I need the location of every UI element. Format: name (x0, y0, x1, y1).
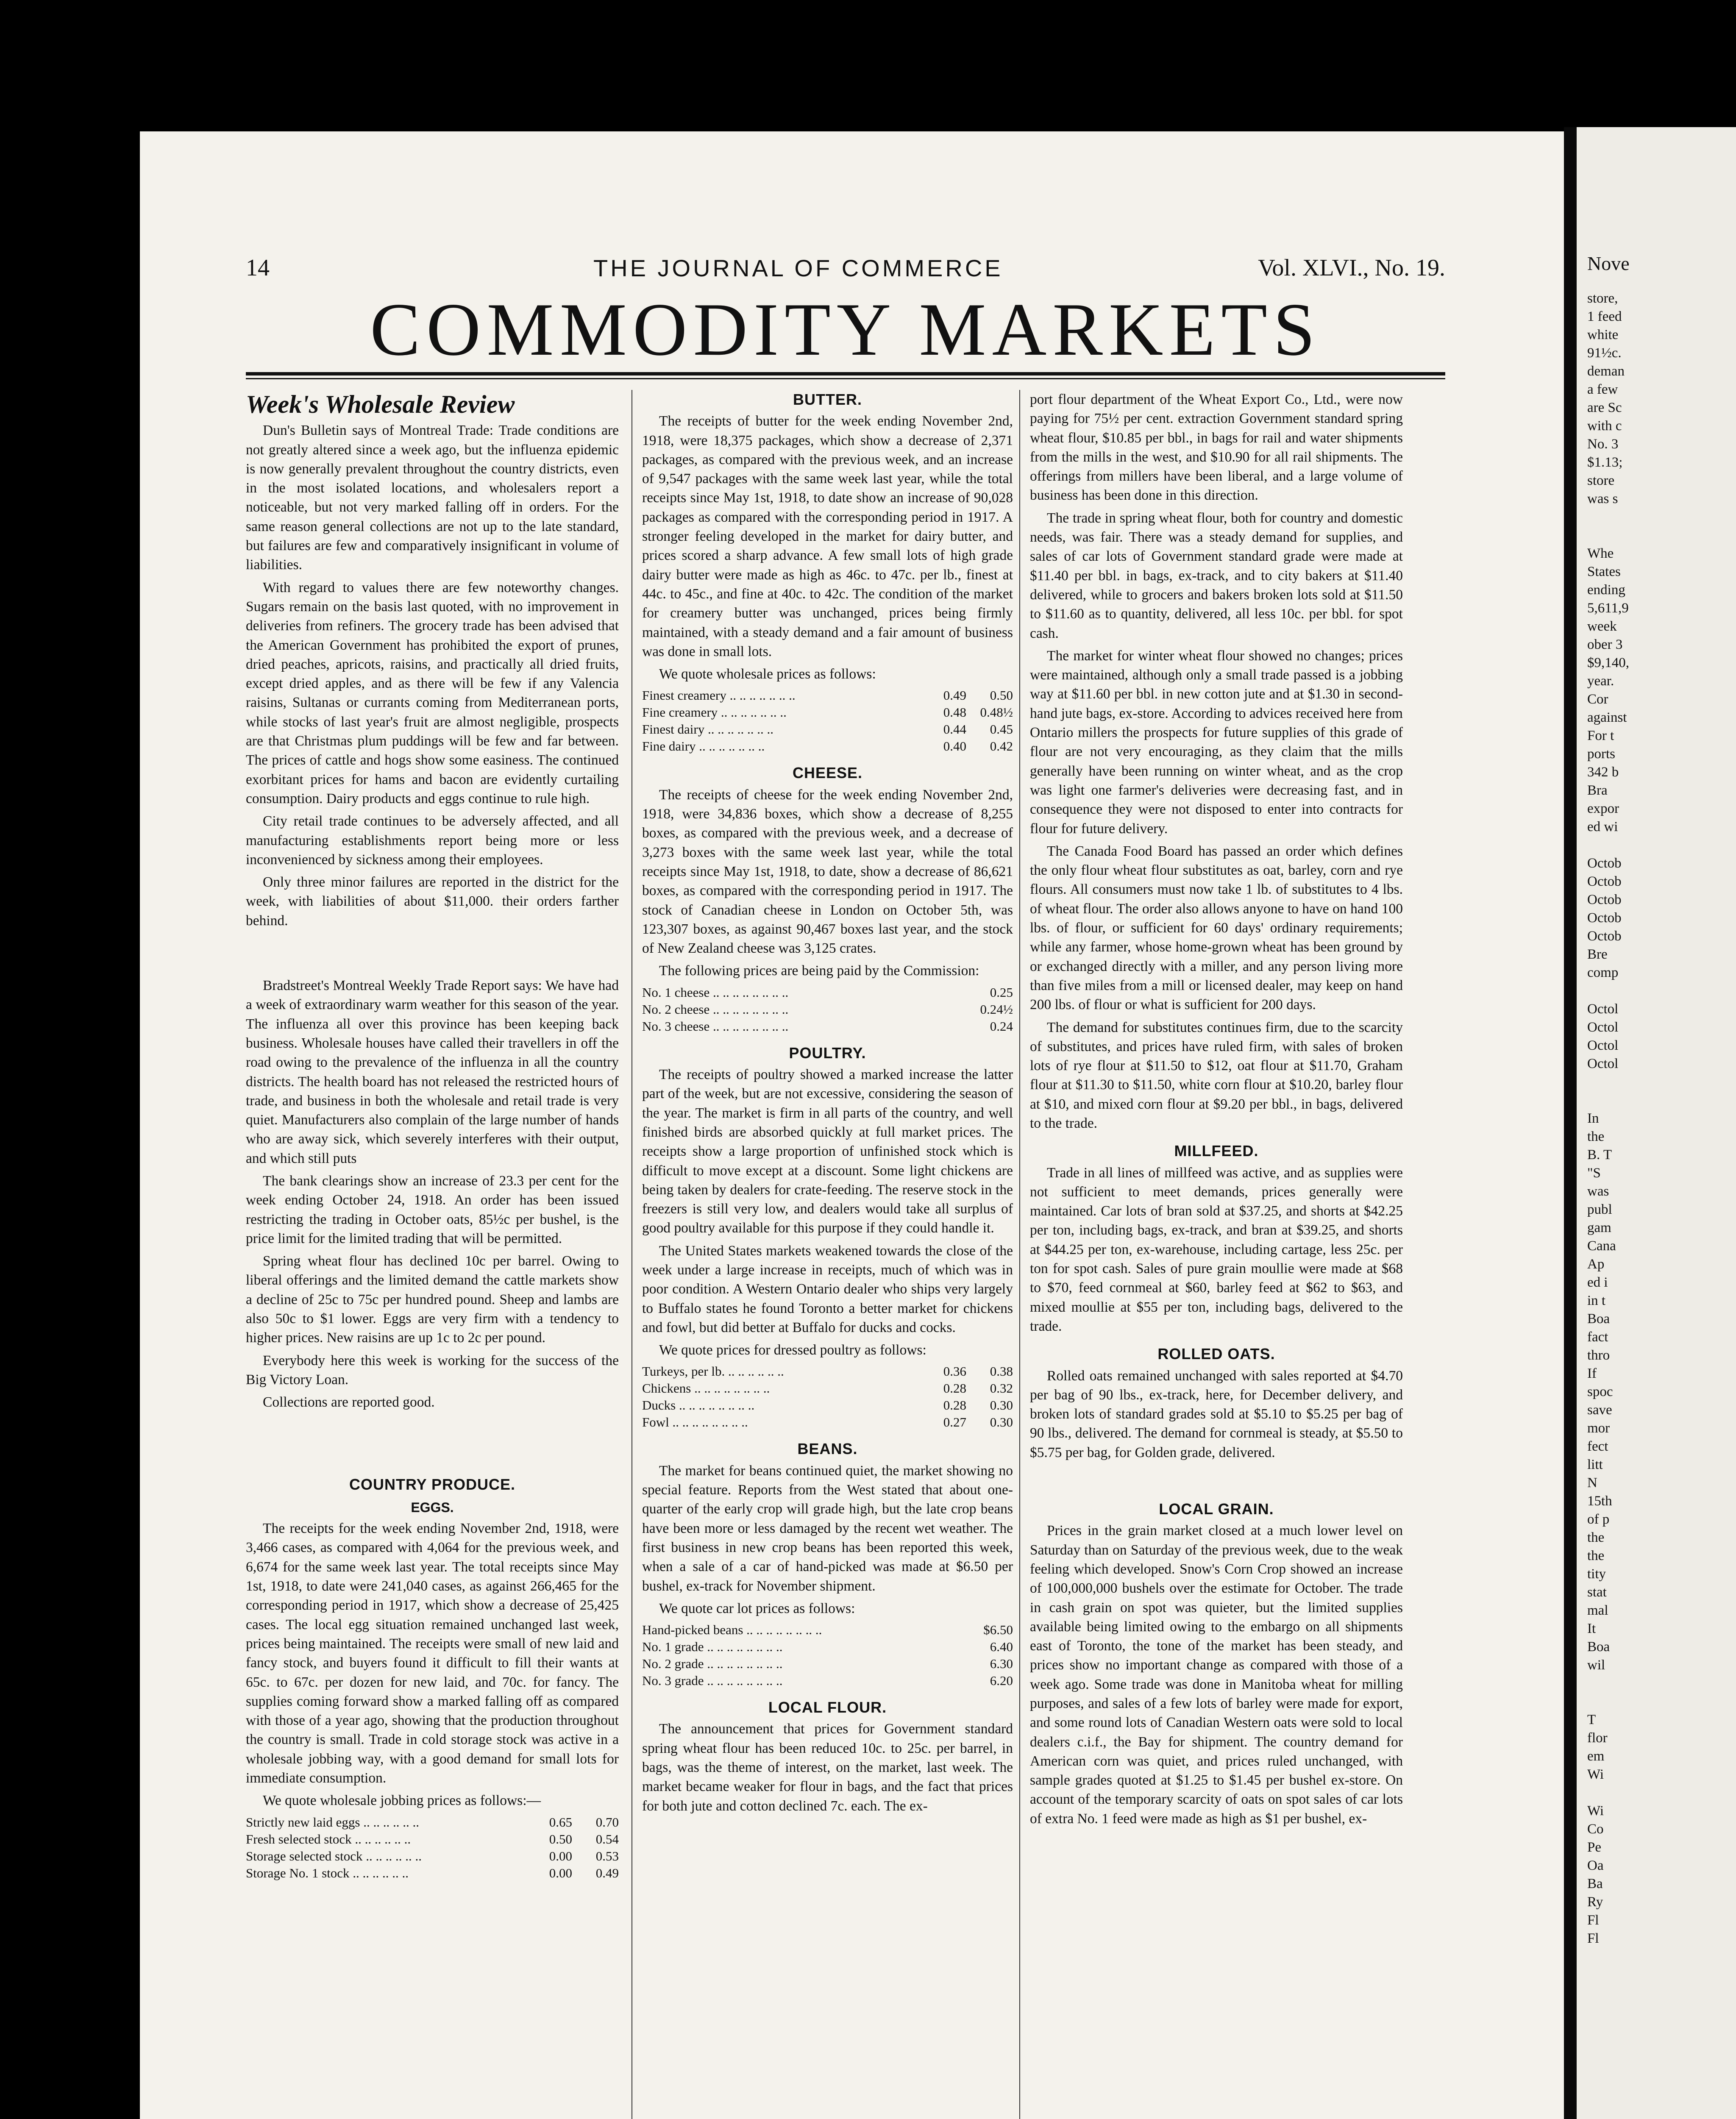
table-row (246, 1831, 619, 1848)
price-cell: 0.48 (943, 705, 966, 720)
text-line (1587, 1674, 1736, 1693)
table-row (642, 687, 1013, 704)
paragraph: The announcement that prices for Government standard spring wheat flour has been reduced 10c. to 25c. per barrel, in bags, was the theme of interest, on the market, last week. The market became weaker for flour in bags, and the fact that prices for both jute and cotton declined 7c. each. The ex- (642, 1721, 1013, 1814)
price-cell: 0.53 (595, 1848, 619, 1863)
text-line: expor (1587, 801, 1619, 816)
table-row (642, 1018, 1013, 1035)
price-cell: 6.40 (990, 1639, 1013, 1655)
table-row (642, 1363, 1013, 1380)
section-heading-local-flour: LOCAL FLOUR. (768, 1699, 887, 1716)
paragraph: Prices in the grain market closed at a much lower level on Saturday than on Saturday of the previous week, due to the weak feeling which developed. Snow's Corn Crop showed an increase of 100,000,000 bushels over the estimate for October. The trade in cash grain on spot was quieter, but the limited supplies available being limited owing to the embargo on all shipments east of Toronto, the tone of the market has been steady, and prices show no important change as compared with those of a week ago. Some trade was done in Manitoba wheat for milling purposes, and sales of a few lots of barley were made for export, and some round lots of Canadian Western oats were sold to local dealers c.i.f., the Bay for shipment. The country demand for American corn was quiet, and prices ruled unchanged, with sample grades quoted at $1.25 to $1.45 per bushel ex-store. On account of the temporary scarcity of oats on spot sales of car lots of extra No. 1 feed were made as high as $1 per bushel, ex- (1030, 1523, 1403, 1827)
paragraph: Bradstreet's Montreal Weekly Trade Report says: We have had a week of extraordinary warm weather for this season of the year. The influenza all over this province has been keeping back business. Wholesale houses have called their travellers in off the road owing to the prevalence of the influenza in all the country districts. The health board has not released the restricted hours of trade, and business in both the wholesale and retail trade is very quiet. Manufacturers also complain of the large number of hands who are away sick, which severely interferes with their output, and which still puts (246, 978, 619, 1166)
text-line: gam (1587, 1220, 1611, 1235)
text-line: 91½c. (1587, 345, 1622, 361)
text-line: $9,140, (1587, 655, 1629, 670)
column-divider (1019, 390, 1020, 2119)
text-line: Whe (1587, 546, 1614, 561)
paragraph: The market for beans continued quiet, the market showing no special feature. Reports from the West stated that about one-quarter of the early crop will grade high, but the late crop beans have been more or less damaged by the recent wet weather. The first business in new crop beans has been reported this week, when a sale of a car of hand-picked was made at $6.50 per bushel, ex-track for November shipment. (642, 1463, 1013, 1594)
text-line: year. (1587, 673, 1614, 689)
text-line: in t (1587, 1293, 1606, 1308)
text-line: Bra (1587, 783, 1608, 798)
paragraph: Trade in all lines of millfeed was active, and as supplies were not sufficient to meet demands, prices generally were maintained. Car lots of bran sold at $37.25, and shorts at $42.25 per ton, including bags, ex-track, and bran at $39.25, and shorts at $44.25 per ton, ex-warehouse, including cartage, less 25c. per ton for spot cash. Sales of pure grain moullie were made at $68 to $70, feed cornmeal at $60, barley feed at $62 to $63, and mixed moullie at $55 per ton, including bags, delivered to the trade. (1030, 1165, 1403, 1334)
price-cell: 0.25 (990, 984, 1013, 1000)
page-gutter (1564, 127, 1577, 2119)
section-heading-millfeed: MILLFEED. (1174, 1142, 1259, 1160)
table-row (246, 1865, 619, 1882)
poultry-price-table (642, 1363, 1013, 1431)
column-spacer (246, 1415, 619, 1466)
masthead-rule-thin (246, 378, 1445, 379)
paragraph: City retail trade continues to be adversely affected, and all manufacturing establishments report being more or less inconvenienced by sickness among their employees. (246, 813, 619, 868)
text-line: Cana (1587, 1238, 1616, 1254)
paragraph: port flour department of the Wheat Export Co., Ltd., were now paying for 75½ per cent. extraction Government standard spring wheat flour, $10.85 per bbl., in bags for rail and water shipments from the mills in the west, and $10.90 for all rail shipments. The offerings from millers have been liberal, and a large volume of business has been done in this direction. (1030, 392, 1403, 503)
text-line: N (1587, 1475, 1597, 1491)
text-line: store (1587, 473, 1615, 488)
page-header (246, 254, 1445, 288)
table-row (246, 1848, 619, 1865)
butter-price-table (642, 687, 1013, 755)
text-line: ed wi (1587, 819, 1618, 834)
text-line: ober 3 (1587, 637, 1623, 652)
text-line: 1 feed (1587, 309, 1622, 324)
text-line: Boa (1587, 1639, 1610, 1655)
text-line: Oa (1587, 1858, 1604, 1873)
text-line: deman (1587, 364, 1625, 379)
price-cell: 0.27 (943, 1415, 966, 1430)
price-cell: 0.40 (943, 739, 966, 754)
item-cell: No. 3 cheese .. .. .. .. .. .. .. .. (642, 1018, 789, 1034)
adjacent-page-lines (1587, 289, 1736, 1948)
text-line: litt (1587, 1457, 1603, 1472)
text-line: Wi (1587, 1803, 1604, 1819)
item-cell: Storage selected stock .. .. .. .. .. .. (246, 1848, 422, 1863)
item-cell: No. 1 grade .. .. .. .. .. .. .. .. (642, 1639, 783, 1655)
text-line: If (1587, 1366, 1597, 1381)
text-line: comp (1587, 965, 1619, 980)
text-line: T (1587, 1712, 1596, 1727)
text-line: of p (1587, 1512, 1610, 1527)
item-cell: Finest creamery .. .. .. .. .. .. .. (642, 688, 796, 703)
cheese-price-table (642, 984, 1013, 1035)
text-line: white (1587, 327, 1619, 342)
paragraph: The receipts of poultry showed a marked increase the latter part of the week, but are not excessive, considering the season of the year. The market is firm in all parts of the country, and well finished birds are absorbed quickly at full market prices. The receipts show a large proportion of unfinished stock which is difficult to move except at a discount. Some light chickens are being taken by dealers for crate-feeding. The reserve stock in the freezers is still very low, and dealers would take all surplus of good poultry available for this purpose if they could handle it. (642, 1067, 1013, 1236)
text-line: B. T (1587, 1147, 1612, 1162)
item-cell: Finest dairy .. .. .. .. .. .. .. (642, 722, 773, 737)
table-row (642, 1655, 1013, 1672)
text-line: the (1587, 1548, 1605, 1563)
text-line: Octol (1587, 1038, 1619, 1053)
text-line: tity (1587, 1566, 1606, 1582)
text-line: 342 b (1587, 765, 1619, 780)
item-cell: Strictly new laid eggs .. .. .. .. .. .. (246, 1814, 419, 1830)
text-line: a few (1587, 382, 1618, 397)
paragraph: The Canada Food Board has passed an order which defines the only flour wheat flour substitutes as oat, barley, corn and rye flours. All consumers must now take 1 lb. of substitutes to 4 lbs. of wheat flour. The order also allows anyone to have on hand 100 lbs. of flour, or sufficient for 60 days' ordinary requirements; while any farmer, whose home-grown wheat has been ground by or exchanged directly with a miller, and any person living more than five miles from a mill or licensed dealer, may keep on hand 200 lbs. of flour or what is sufficient for 200 days. (1030, 843, 1403, 1013)
text-line: are Sc (1587, 400, 1622, 415)
price-cell: 0.00 (549, 1865, 572, 1880)
table-row (642, 1621, 1013, 1638)
text-line: $1.13; (1587, 455, 1623, 470)
text-line (1587, 982, 1736, 1000)
text-line: Pe (1587, 1840, 1601, 1855)
section-heading-poultry: POULTRY. (789, 1044, 866, 1062)
text-line: No. 3 (1587, 437, 1619, 452)
price-cell: 0.49 (943, 688, 966, 703)
quote-intro: We quote car lot prices as follows: (659, 1600, 855, 1616)
text-line: fact (1587, 1329, 1608, 1345)
text-line: thro (1587, 1348, 1610, 1363)
price-cell: 0.70 (595, 1814, 619, 1830)
section-title-wholesale-review: Week's Wholesale Review (246, 390, 515, 418)
text-line: Cor (1587, 692, 1608, 707)
price-cell: 0.44 (943, 722, 966, 737)
paragraph: The trade in spring wheat flour, both for country and domestic needs, was fair. There was a steady demand for supplies, and sales of car lots of Government standard grade were made at $11.40 per bbl. in bags, ex-track, and to city bakers at $11.40 delivered, while to grocers and bakers broken lots sold at $11.50 to $11.60 as to quantity, delivered, all less 10c. per bbl. for spot cash. (1030, 510, 1403, 641)
text-line (1587, 1073, 1736, 1091)
text-line: Wi (1587, 1767, 1604, 1782)
text-line: Octol (1587, 1020, 1619, 1035)
price-cell: 0.50 (549, 1831, 572, 1846)
price-cell: 0.28 (943, 1381, 966, 1396)
item-cell: Fresh selected stock .. .. .. .. .. .. (246, 1831, 411, 1846)
section-heading-butter: BUTTER. (793, 391, 862, 408)
text-line: em (1587, 1749, 1605, 1764)
text-line (1587, 836, 1736, 854)
table-row (642, 1638, 1013, 1655)
table-row (642, 1397, 1013, 1414)
column-spacer (246, 934, 619, 976)
text-line: store, (1587, 291, 1618, 306)
section-heading-country-produce: COUNTRY PRODUCE. (349, 1475, 516, 1493)
text-line: Bre (1587, 947, 1608, 962)
price-cell: 0.50 (990, 688, 1013, 703)
paragraph: Rolled oats remained unchanged with sales reported at $4.70 per bag of 90 lbs., ex-track, here, for December delivery, and broken lots of standard grades sold at $5.10 to $5.25 per bag of 90 lbs., delivered. The demand for cornmeal is steady, at $5.50 to $5.75 per bag, for Golden grade, delivered. (1030, 1368, 1403, 1460)
table-row (642, 1001, 1013, 1018)
paragraph: Only three minor failures are reported in the district for the week, with liabilities of about $11,000. their orders farther behind. (246, 874, 619, 929)
paragraph: Collections are reported good. (263, 1394, 435, 1410)
text-line: save (1587, 1402, 1612, 1418)
text-line: Octob (1587, 892, 1622, 907)
eggs-price-table (246, 1814, 619, 1882)
text-line: Octol (1587, 1001, 1619, 1017)
section-heading-local-grain: LOCAL GRAIN. (1159, 1500, 1274, 1518)
paragraph: The bank clearings show an increase of 23.3 per cent for the week ending October 24, 1918. An order has been issued restricting the trading in October oats, 85½c per bushel, is the price limit for the limited trading that will be permitted. (246, 1173, 619, 1246)
paragraph: The demand for substitutes continues firm, due to the scarcity of substitutes, and prices have ruled firm, with sales of broken lots of rye flour at $11.50 to $12, oat flour at $11.70, Graham flour at $11.30 to $11.50, white corn flour at $10.20, barley flour at $10, and mixed corn flour at $9.20 per bbl., in bags, delivered to the trade. (1030, 1019, 1403, 1131)
text-line: publ (1587, 1202, 1612, 1217)
price-cell: 6.30 (990, 1656, 1013, 1671)
quote-intro: We quote prices for dressed poultry as follows: (659, 1342, 926, 1358)
item-cell: Fine creamery .. .. .. .. .. .. .. (642, 705, 787, 720)
price-cell: 0.54 (595, 1831, 619, 1846)
text-line (1587, 526, 1736, 545)
text-line (1587, 508, 1736, 526)
price-cell: $6.50 (983, 1622, 1013, 1638)
text-line: flor (1587, 1730, 1608, 1746)
quote-intro: The following prices are being paid by the Commission: (659, 963, 979, 979)
item-cell: No. 3 grade .. .. .. .. .. .. .. .. (642, 1673, 783, 1688)
item-cell: Turkeys, per lb. .. .. .. .. .. .. (642, 1364, 784, 1379)
text-line: with c (1587, 418, 1622, 434)
paragraph: With regard to values there are few noteworthy changes. Sugars remain on the basis last quoted, with no improvement in deliveries from refiners. The grocery trade has been advised that the American Government has prohibited the export of prunes, dried peaches, apricots, raisins, and practically all dried fruits, except dried apples, and as there will be few if any Valencia raisins, Sultanas or currants coming from Mediterranean ports, while stocks of last year's fruit are almost negligible, prospects are that Christmas plum puddings will be few and far between. The prices of cattle and hogs show some easiness. The continued exorbitant prices for hams and bacon are evidently curtailing consumption. Dairy products and eggs continue to rule high. (246, 579, 619, 806)
price-cell: 0.28 (943, 1398, 966, 1413)
paragraph: Everybody here this week is working for the success of the Big Victory Loan. (246, 1352, 619, 1388)
text-line: Octob (1587, 874, 1622, 889)
text-line (1587, 1693, 1736, 1711)
adjacent-page-text (1587, 254, 1736, 1948)
text-line: ending (1587, 582, 1625, 598)
price-cell: 0.00 (549, 1848, 572, 1863)
volume-number: Vol. XLVI., No. 19. (1258, 255, 1445, 281)
table-row (642, 984, 1013, 1001)
price-cell: 0.42 (990, 739, 1013, 754)
text-line: mal (1587, 1603, 1608, 1618)
item-cell: Storage No. 1 stock .. .. .. .. .. .. (246, 1865, 409, 1880)
item-cell: Ducks .. .. .. .. .. .. .. .. (642, 1398, 755, 1413)
text-line: stat (1587, 1585, 1607, 1600)
table-row (642, 704, 1013, 721)
text-line: week (1587, 619, 1617, 634)
price-cell: 0.30 (990, 1398, 1013, 1413)
section-heading-beans: BEANS. (797, 1440, 858, 1458)
text-line: ports (1587, 746, 1615, 762)
section-heading-rolled-oats: ROLLED OATS. (1157, 1345, 1275, 1363)
table-row (642, 1672, 1013, 1689)
paragraph: Spring wheat flour has declined 10c per barrel. Owing to liberal offerings and the limited demand the cattle markets show a decline of 25c to 75c per hundred pound. Sheep and lambs are also 50c to $1 lower. Eggs are very firm with a tendency to higher prices. New raisins are up 1c to 2c per pound. (246, 1253, 619, 1346)
price-cell: 0.32 (990, 1381, 1013, 1396)
item-cell: No. 2 grade .. .. .. .. .. .. .. .. (642, 1656, 783, 1671)
text-line: Ry (1587, 1894, 1603, 1910)
text-line: In (1587, 1111, 1599, 1126)
table-row (642, 1380, 1013, 1397)
paragraph: The receipts of cheese for the week ending November 2nd, 1918, were 34,836 boxes, which show a decrease of 8,255 boxes, as compared with the previous week, and a decrease of 3,273 boxes with the same week last year, while the total receipts since May 1st, 1918, to date, show a decrease of 86,621 boxes, as compared with the corresponding period in 1917. The stock of Canadian cheese in London on October 5th, was 123,307 boxes, as against 90,467 boxes last year, and the stock of New Zealand cheese was 3,125 crates. (642, 787, 1013, 957)
paragraph: The receipts for the week ending November 2nd, 1918, were 3,466 cases, as compared with 4,064 for the previous week, and 6,674 for the same week last year. The total receipts since May 1st, 1918, to date were 241,040 cases, as against 266,465 for the corresponding period in 1917, which show a decrease of 25,425 cases. The local egg situation remained unchanged last week, prices being maintained. The receipts were small of new laid and fancy stock, and buyers found it difficult to fill their wants at 65c. to 67c. per dozen for new laid, and 70c. for fancy. The supplies coming forward show a marked falling off as compared with those of a year ago, showing that the production throughout the country is small. Trade in cold storage stock was active in a wholesale jobbing way, with a good demand for small lots for immediate consumption. (246, 1521, 619, 1786)
text-line: fect (1587, 1439, 1608, 1454)
text-line: States (1587, 564, 1621, 579)
paragraph: The market for winter wheat flour showed no changes; prices were maintained, although only a small trade passed is a jobbing way at $11.60 per bbl. in new cotton jute and at $1.30 in second-hand jute bags, ex-store. According to advices received here from Ontario millers the prospects for future supplies of this grade of flour are not very encouraging, as they claim that the mills generally have been running on winter wheat, and as the crop was light one farmer's deliveries were decreasing fast, and in consequence they were not disposed to enter into contracts for flour for future delivery. (1030, 648, 1403, 837)
price-cell: 0.65 (549, 1814, 572, 1830)
item-cell: Fine dairy .. .. .. .. .. .. .. (642, 739, 765, 754)
text-line: against (1587, 710, 1627, 725)
item-cell: No. 2 cheese .. .. .. .. .. .. .. .. (642, 1001, 789, 1017)
text-line: the (1587, 1530, 1605, 1545)
text-line: the (1587, 1129, 1605, 1144)
text-line: spoc (1587, 1384, 1613, 1399)
section-heading-cheese: CHEESE. (792, 764, 863, 782)
text-line: It (1587, 1621, 1596, 1636)
table-row (642, 721, 1013, 738)
text-line: Ba (1587, 1876, 1603, 1891)
price-cell: 0.49 (595, 1865, 619, 1880)
text-line: For t (1587, 728, 1614, 743)
quote-intro: We quote wholesale prices as follows: (659, 666, 876, 682)
paragraph: Dun's Bulletin says of Montreal Trade: Trade conditions are not greatly altered since a week ago, but the influenza epidemic is now generally prevalent throughout the country districts, even in the most isolated locations, and wholesalers report a noticeable, but not very marked falling off in orders. For the same reason general collections are not up to the late standard, but failures are few and comparatively insignificant in volume of liabilities. (246, 423, 619, 573)
text-line: Fl (1587, 1913, 1599, 1928)
table-row (642, 1414, 1013, 1431)
page-number: 14 (246, 255, 270, 281)
price-cell: 0.45 (990, 722, 1013, 737)
text-line: Ap (1587, 1257, 1605, 1272)
journal-name: THE JOURNAL OF COMMERCE (593, 255, 1003, 281)
text-line: Boa (1587, 1311, 1610, 1326)
text-line: Fl (1587, 1931, 1599, 1946)
paragraph: The United States markets weakened towards the close of the week under a large increase in receipts, much of which was in poor condition. A Western Ontario dealer who ships very largely to Buffalo states he found Toronto a better market for chickens and fowl, but did better at Buffalo for ducks and cocks. (642, 1243, 1013, 1335)
text-line (1587, 1091, 1736, 1110)
price-cell: 0.30 (990, 1415, 1013, 1430)
column-spacer (1030, 1466, 1403, 1491)
masthead-title: COMMODITY MARKETS (370, 287, 1321, 371)
text-line: 5,611,9 (1587, 601, 1629, 616)
price-cell: 0.24 (990, 1018, 1013, 1034)
text-line: Co (1587, 1821, 1604, 1837)
text-line: Octol (1587, 1056, 1619, 1071)
quote-intro: We quote wholesale jobbing prices as follows:— (263, 1793, 541, 1809)
price-cell: 0.38 (990, 1364, 1013, 1379)
text-line: mor (1587, 1421, 1610, 1436)
table-row (642, 738, 1013, 755)
beans-price-table (642, 1621, 1013, 1689)
subheading-eggs: EGGS. (411, 1499, 454, 1515)
column-1 (246, 390, 619, 1882)
adjacent-page-header: Nove (1587, 254, 1630, 274)
table-row (246, 1814, 619, 1831)
text-line: Octob (1587, 910, 1622, 926)
text-line: 15th (1587, 1493, 1612, 1509)
column-3 (1030, 390, 1403, 1832)
paragraph: The receipts of butter for the week ending November 2nd, 1918, were 18,375 packages, which show a decrease of 2,371 packages, as compared with the previous week, and an increase of 9,547 packages with the same week last year, while the total receipts since May 1st, 1918, to date show an increase of 90,028 packages as compared with the corresponding period in 1917. A stronger feeling developed in the market for dairy butter, and prices scored a sharp advance. A few small lots of high grade dairy butter were made as high as 46c. to 47c. per lb., finest at 44c. to 45c., and fine at 40c. to 42c. The condition of the market for creamery butter was unchanged, prices being firmly maintained, with a steady demand and a fair amount of business was done in small lots. (642, 413, 1013, 659)
text-line: Octob (1587, 929, 1622, 944)
price-cell: 6.20 (990, 1673, 1013, 1688)
text-line (1587, 1784, 1736, 1802)
masthead-rule-thick (246, 372, 1445, 375)
price-cell: 0.24½ (980, 1001, 1013, 1017)
item-cell: Chickens .. .. .. .. .. .. .. .. (642, 1381, 770, 1396)
text-line: ed i (1587, 1275, 1608, 1290)
price-cell: 0.48½ (980, 705, 1013, 720)
text-line: "S (1587, 1165, 1601, 1181)
price-cell: 0.36 (943, 1364, 966, 1379)
text-line: was s (1587, 491, 1618, 506)
item-cell: Fowl .. .. .. .. .. .. .. .. (642, 1415, 748, 1430)
item-cell: No. 1 cheese .. .. .. .. .. .. .. .. (642, 984, 789, 1000)
text-line: wil (1587, 1657, 1605, 1673)
text-line: was (1587, 1184, 1609, 1199)
text-line: Octob (1587, 856, 1622, 871)
item-cell: Hand-picked beans .. .. .. .. .. .. .. .. (642, 1622, 822, 1638)
column-2 (642, 390, 1013, 1819)
